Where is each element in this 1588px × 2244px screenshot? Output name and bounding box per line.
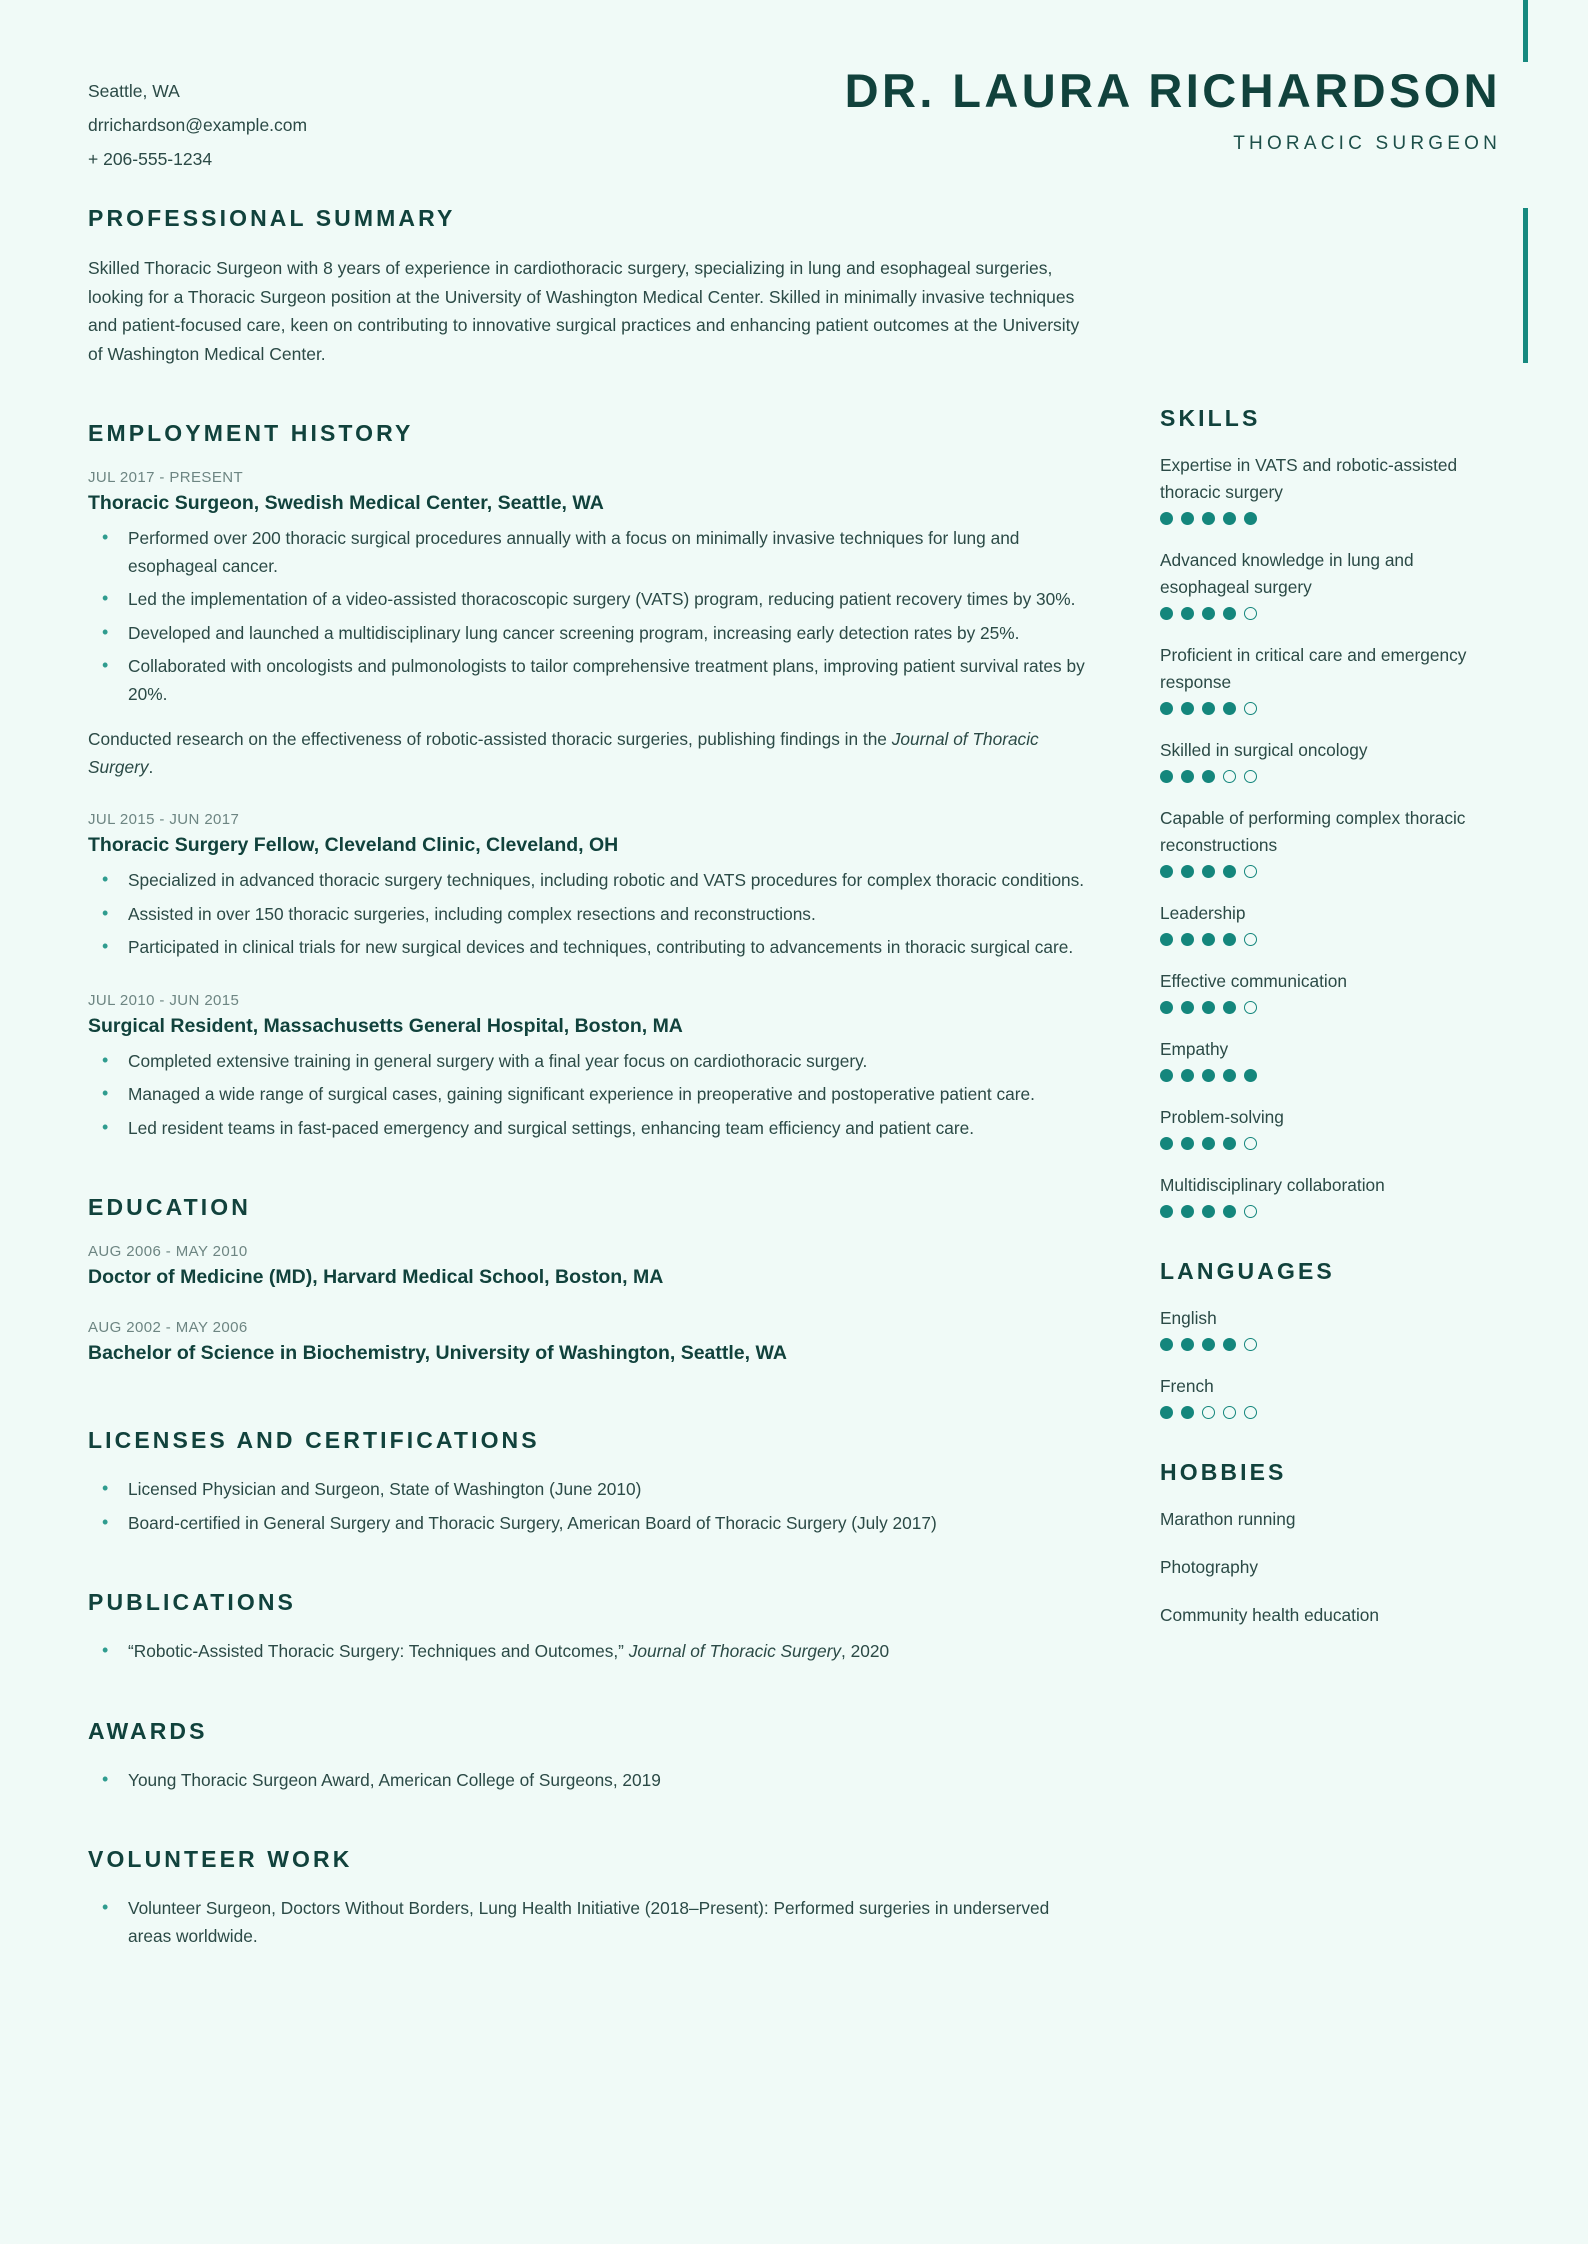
rating-dot-filled [1223, 1001, 1236, 1014]
list-item: • Young Thoracic Surgeon Award, American College of Surgeons, 2019 [88, 1767, 1088, 1795]
contact-phone: + 206-555-1234 [88, 149, 213, 169]
rating-dot-filled [1202, 512, 1215, 525]
main-column [88, 205, 1088, 1950]
rating-label: Proficient in critical care and emergency response [1160, 645, 1467, 692]
employment-entry [88, 469, 1088, 781]
rating-dot-filled [1181, 607, 1194, 620]
section-skills [1160, 405, 1490, 1218]
rating-dot-empty [1244, 1205, 1257, 1218]
italic-title: Journal of Thoracic Surgery [88, 729, 1039, 777]
entry-bullets [88, 525, 1088, 708]
section-publications [88, 1589, 1088, 1666]
rating-label: Expertise in VATS and robotic-assisted thoracic surgery [1160, 455, 1458, 502]
rating-dot-filled [1244, 512, 1257, 525]
list-item: • Led resident teams in fast-paced emergency and surgical settings, enhancing team efficiency and patient care. [88, 1115, 1088, 1143]
rating-dot-empty [1244, 1137, 1257, 1150]
section-heading-skills: SKILLS [1160, 405, 1261, 431]
resume-header [0, 62, 1588, 192]
section-heading-licenses: LICENSES AND CERTIFICATIONS [88, 1427, 540, 1453]
list-item: • Collaborated with oncologists and pulmonologists to tailor comprehensive treatment plans, improving patient survival rates by 20%. [88, 653, 1088, 708]
skills-list [1160, 452, 1490, 1218]
rating-label: Empathy [1160, 1039, 1229, 1059]
rating-dot-filled [1223, 1069, 1236, 1082]
section-heading-summary: PROFESSIONAL SUMMARY [88, 205, 456, 231]
contact-info [88, 74, 307, 176]
section-licenses [88, 1427, 1088, 1537]
rating-label: Advanced knowledge in lung and esophageal surgery [1160, 550, 1414, 597]
rating-dot-filled [1223, 702, 1236, 715]
rating-dot-filled [1181, 512, 1194, 525]
section-heading-education: EDUCATION [88, 1194, 251, 1220]
rating-dot-empty [1244, 1338, 1257, 1351]
rating-dots [1160, 933, 1490, 946]
section-heading-hobbies: HOBBIES [1160, 1459, 1287, 1485]
education-entry [88, 1319, 1088, 1365]
rating-dot-empty [1244, 1406, 1257, 1419]
rating-label: Skilled in surgical oncology [1160, 740, 1368, 760]
rating-dots [1160, 1137, 1490, 1150]
rating-dot-empty [1244, 702, 1257, 715]
employment-entries [88, 469, 1088, 1142]
rating-dot-filled [1202, 1205, 1215, 1218]
rating-label: French [1160, 1376, 1214, 1396]
education-entry [88, 1243, 1088, 1289]
rating-dot-filled [1202, 933, 1215, 946]
rating-dot-filled [1202, 1069, 1215, 1082]
section-education [88, 1194, 1088, 1365]
rating-dots [1160, 865, 1490, 878]
rating-dot-empty [1244, 933, 1257, 946]
rating-item [1160, 1172, 1490, 1218]
rating-dot-filled [1160, 512, 1173, 525]
rating-item [1160, 968, 1490, 1014]
section-heading-publications: PUBLICATIONS [88, 1589, 296, 1615]
rating-item [1160, 1036, 1490, 1082]
rating-dot-filled [1223, 1137, 1236, 1150]
licenses-list [88, 1476, 1088, 1537]
rating-dot-filled [1223, 512, 1236, 525]
hobbies-list [1160, 1506, 1490, 1629]
hobby-item: Community health education [1160, 1605, 1380, 1625]
entry-bullets [88, 1048, 1088, 1143]
rating-dot-filled [1223, 933, 1236, 946]
entry-dates: JUL 2010 - JUN 2015 [88, 991, 240, 1009]
rating-dot-filled [1181, 1338, 1194, 1351]
rating-dot-filled [1202, 865, 1215, 878]
rating-dot-filled [1160, 702, 1173, 715]
rating-dot-filled [1181, 1001, 1194, 1014]
rating-dot-filled [1181, 1069, 1194, 1082]
rating-label: Capable of performing complex thoracic reconstructions [1160, 808, 1466, 855]
rating-dot-filled [1160, 865, 1173, 878]
entry-dates: AUG 2002 - MAY 2006 [88, 1319, 248, 1336]
publications-list [88, 1638, 1088, 1666]
entry-title: Doctor of Medicine (MD), Harvard Medical School, Boston, MA [88, 1266, 664, 1288]
candidate-name: DR. LAURA RICHARDSON [844, 64, 1501, 117]
employment-entry [88, 811, 1088, 962]
entry-title: Thoracic Surgeon, Swedish Medical Center, Seattle, WA [88, 492, 604, 514]
section-heading-volunteer: VOLUNTEER WORK [88, 1846, 353, 1872]
list-item: • Assisted in over 150 thoracic surgeries, including complex resections and reconstructions. [88, 901, 1088, 929]
candidate-role: THORACIC SURGEON [1233, 133, 1501, 154]
list-item: • Completed extensive training in general surgery with a final year focus on cardiothoracic surgery. [88, 1048, 1088, 1076]
contact-location: Seattle, WA [88, 81, 180, 101]
employment-entry [88, 992, 1088, 1143]
rating-dot-empty [1244, 607, 1257, 620]
section-volunteer [88, 1846, 1088, 1950]
rating-dot-filled [1202, 702, 1215, 715]
rating-dots [1160, 702, 1490, 715]
rating-label: English [1160, 1308, 1217, 1328]
rating-item [1160, 1104, 1490, 1150]
rating-dot-filled [1160, 1406, 1173, 1419]
rating-dots [1160, 1069, 1490, 1082]
list-item: • Licensed Physician and Surgeon, State of Washington (June 2010) [88, 1476, 1088, 1504]
section-heading-languages: LANGUAGES [1160, 1258, 1335, 1284]
section-heading-awards: AWARDS [88, 1717, 208, 1744]
rating-dots [1160, 1001, 1490, 1014]
accent-bar-top [1523, 0, 1528, 62]
rating-item [1160, 805, 1490, 878]
rating-dot-filled [1160, 1338, 1173, 1351]
rating-dot-filled [1202, 1338, 1215, 1351]
rating-dot-filled [1181, 865, 1194, 878]
rating-dot-filled [1160, 933, 1173, 946]
name-block [845, 62, 1501, 155]
rating-item [1160, 452, 1490, 525]
rating-dot-filled [1181, 770, 1194, 783]
rating-dot-empty [1223, 1406, 1236, 1419]
rating-dot-filled [1223, 1205, 1236, 1218]
rating-label: Leadership [1160, 903, 1246, 923]
rating-label: Problem-solving [1160, 1107, 1284, 1127]
rating-dot-filled [1202, 607, 1215, 620]
rating-label: Multidisciplinary collaboration [1160, 1175, 1385, 1195]
rating-dots [1160, 607, 1490, 620]
list-item: • Led the implementation of a video-assisted thoracoscopic surgery (VATS) program, reducing patient recovery times by 30%. [88, 586, 1088, 614]
section-heading-employment: EMPLOYMENT HISTORY [88, 420, 414, 446]
section-hobbies [1160, 1459, 1490, 1629]
list-item: • Developed and launched a multidisciplinary lung cancer screening program, increasing early detection rates by 25%. [88, 620, 1088, 648]
entry-dates: JUL 2015 - JUN 2017 [88, 811, 240, 828]
rating-item [1160, 1305, 1490, 1351]
rating-dot-filled [1181, 933, 1194, 946]
hobby-item: Photography [1160, 1557, 1259, 1577]
entry-bullets [88, 867, 1088, 962]
rating-dot-filled [1223, 1338, 1236, 1351]
rating-dots [1160, 1406, 1490, 1419]
rating-dot-filled [1160, 607, 1173, 620]
list-item: • “Robotic-Assisted Thoracic Surgery: Techniques and Outcomes,” Journal of Thoracic Surgery, 2020 [88, 1638, 1088, 1666]
rating-dot-filled [1181, 1205, 1194, 1218]
rating-item [1160, 547, 1490, 620]
entry-dates: JUL 2017 - PRESENT [88, 469, 244, 486]
entry-title: Thoracic Surgery Fellow, Cleveland Clinic, Cleveland, OH [88, 834, 619, 856]
italic-title: Journal of Thoracic Surgery [628, 1641, 842, 1661]
rating-dots [1160, 1205, 1490, 1218]
rating-dot-filled [1181, 1137, 1194, 1150]
awards-list [88, 1767, 1088, 1795]
rating-dot-filled [1160, 1001, 1173, 1014]
list-item: • Performed over 200 thoracic surgical procedures annually with a focus on minimally invasive techniques for lung and esophageal cancer. [88, 525, 1088, 580]
rating-dot-filled [1244, 1069, 1257, 1082]
entry-title: Bachelor of Science in Biochemistry, University of Washington, Seattle, WA [88, 1342, 787, 1364]
rating-item [1160, 1373, 1490, 1419]
rating-dot-empty [1244, 1001, 1257, 1014]
accent-bar-middle [1523, 208, 1528, 363]
volunteer-list [88, 1895, 1088, 1950]
list-item: • Volunteer Surgeon, Doctors Without Borders, Lung Health Initiative (2018–Present): Performed surgeries in underserved areas worldwide. [88, 1895, 1088, 1950]
list-item: • Participated in clinical trials for new surgical devices and techniques, contributing to advancements in thoracic surgical care. [88, 934, 1088, 962]
rating-dot-filled [1202, 770, 1215, 783]
rating-dot-filled [1160, 1069, 1173, 1082]
rating-dot-filled [1202, 1137, 1215, 1150]
rating-dots [1160, 1338, 1490, 1351]
rating-dot-filled [1160, 770, 1173, 783]
section-languages [1160, 1258, 1490, 1419]
rating-dots [1160, 512, 1490, 525]
rating-dot-filled [1223, 607, 1236, 620]
summary-text: Skilled Thoracic Surgeon with 8 years of experience in cardiothoracic surgery, specializing in lung and esophageal surgeries, looking for a Thoracic Surgeon position at the University of Washington Medical Center. Skilled in minimally invasive techniques and patient-focused care, keen on contributing to innovative surgical practices and enhancing patient outcomes at the University of Washington Medical Center. [88, 258, 1080, 364]
rating-dot-empty [1223, 770, 1236, 783]
hobby-item: Marathon running [1160, 1509, 1296, 1529]
entry-note: Conducted research on the effectiveness of robotic-assisted thoracic surgeries, publishing findings in the Journal of Thoracic Surgery. [88, 729, 1039, 777]
section-professional-summary [88, 205, 1088, 368]
rating-item [1160, 642, 1490, 715]
rating-dot-filled [1223, 865, 1236, 878]
contact-email: drrichardson@example.com [88, 115, 308, 135]
rating-item [1160, 900, 1490, 946]
entry-title: Surgical Resident, Massachusetts General Hospital, Boston, MA [88, 1014, 683, 1037]
rating-dot-empty [1244, 770, 1257, 783]
list-item: • Managed a wide range of surgical cases, gaining significant experience in preoperative and postoperative patient care. [88, 1081, 1088, 1109]
rating-dot-filled [1181, 702, 1194, 715]
rating-label: Effective communication [1160, 971, 1347, 991]
list-item: • Specialized in advanced thoracic surgery techniques, including robotic and VATS procedures for complex thoracic conditions. [88, 867, 1088, 895]
entry-dates: AUG 2006 - MAY 2010 [88, 1243, 248, 1260]
list-item: • Board-certified in General Surgery and Thoracic Surgery, American Board of Thoracic Surgery (July 2017) [88, 1510, 1088, 1538]
section-employment-history [88, 420, 1088, 1142]
rating-dot-filled [1160, 1205, 1173, 1218]
rating-dot-filled [1160, 1137, 1173, 1150]
rating-dot-filled [1202, 1001, 1215, 1014]
sidebar-column [1160, 405, 1490, 1650]
rating-dot-empty [1244, 865, 1257, 878]
rating-dot-empty [1202, 1406, 1215, 1419]
languages-list [1160, 1305, 1490, 1419]
rating-dot-filled [1181, 1406, 1194, 1419]
education-entries [88, 1243, 1088, 1365]
rating-item [1160, 737, 1490, 783]
section-awards [88, 1718, 1088, 1795]
rating-dots [1160, 770, 1490, 783]
